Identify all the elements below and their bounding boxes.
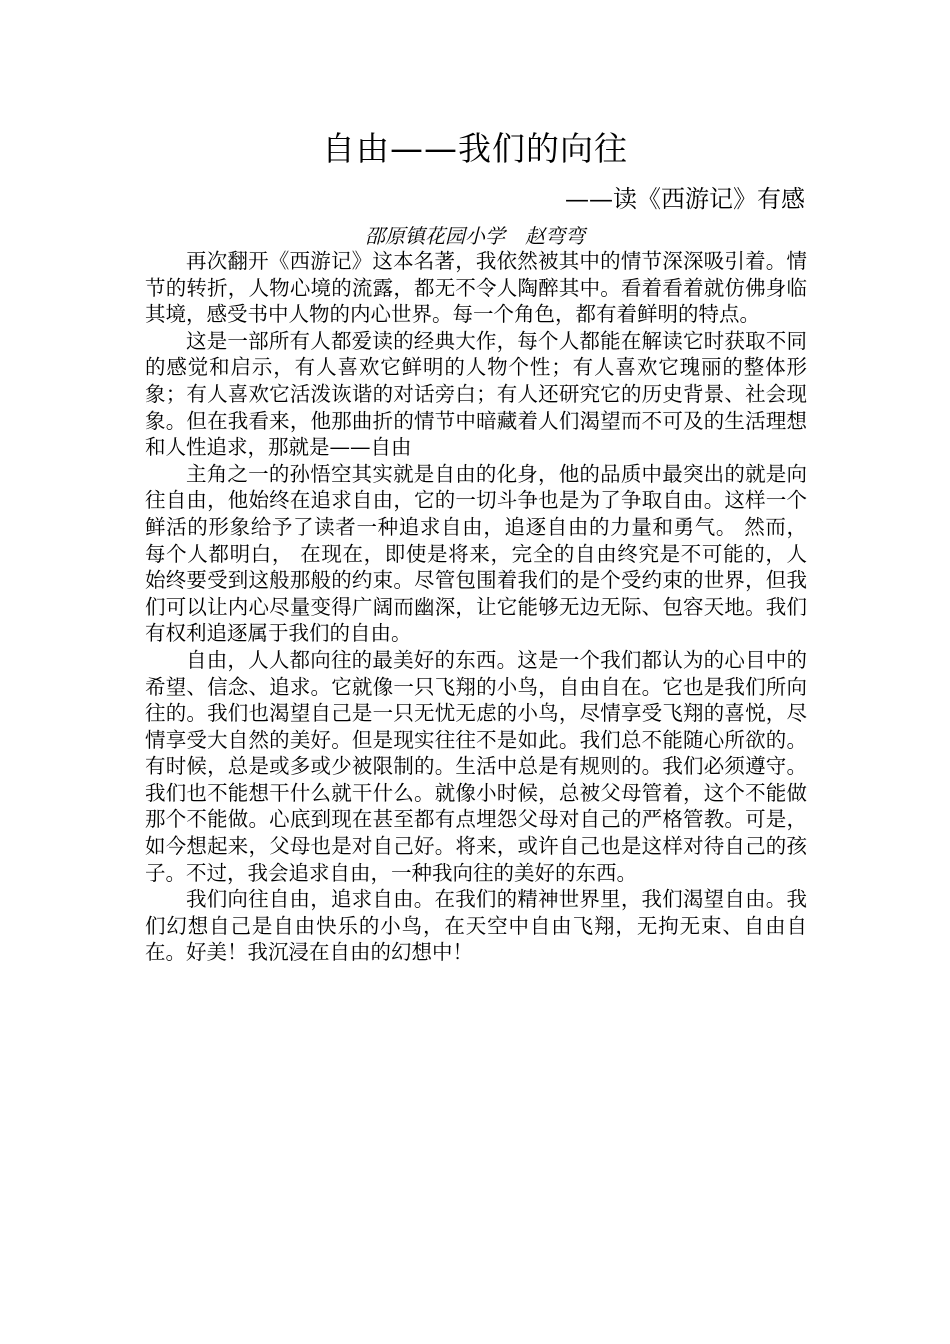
- paragraph: 自由，人人都向往的最美好的东西。这是一个我们都认为的心目中的希望、信念、追求。它就像一只飞翔的小鸟，自由自在。它也是我们所向往的。我们也渴望自己是一只无忧无虑的小鸟，尽情享受飞翔的喜悦，尽情享受大自然的美好。但是现实往往不是如此。我们总不能随心所欲的。有时候，总是或多或少被限制的。生活中总是有规则的。我们必须遵守。我们也不能想干什么就干什么。就像小时候，总被父母管着，这个不能做那个不能做。心底到现在甚至都有点埋怨父母对自己的严格管教。可是，如今想起来，父母也是对自己好。将来，或许自己也是这样对待自己的孩子。不过，我会追求自由，一种我向往的美好的东西。: [145, 647, 807, 885]
- paragraph: 再次翻开《西游记》这本名著，我依然被其中的情节深深吸引着。情节的转折，人物心境的流露，都无不令人陶醉其中。看着看着就仿佛身临其境，感受书中人物的内心世界。每一个角色，都有着鲜明的特点。: [145, 249, 807, 327]
- author-line: 邵原镇花园小学 赵弯弯: [365, 224, 585, 248]
- paragraph: 主角之一的孙悟空其实就是自由的化身，他的品质中最突出的就是向往自由，他始终在追求自由，它的一切斗争也是为了争取自由。这样一个鲜活的形象给予了读者一种追求自由，追逐自由的力量和勇气。 然而，每个人都明白， 在现在，即使是将来，完全的自由终究是不可能的，人始终要受到这般那般的约束。尽管包围着我们的是个受约束的世界，但我们可以让内心尽量变得广阔而幽深，让它能够无边无际、包容天地。我们有权利追逐属于我们的自由。: [145, 461, 807, 646]
- paragraph: 我们向往自由，追求自由。在我们的精神世界里，我们渴望自由。我们幻想自己是自由快乐的小鸟，在天空中自由飞翔，无拘无束、自由自在。好美！我沉浸在自由的幻想中！: [145, 887, 807, 965]
- essay-title: 自由——我们的向往: [322, 129, 628, 168]
- essay-subtitle: ——读《西游记》有感: [565, 185, 805, 213]
- paragraph: 这是一部所有人都爱读的经典大作，每个人都能在解读它时获取不同的感觉和启示，有人喜欢它鲜明的人物个性；有人喜欢它瑰丽的整体形象；有人喜欢它活泼诙谐的对话旁白；有人还研究它的历史背景、社会现象。但在我看来，他那曲折的情节中暗藏着人们渴望而不可及的生活理想和人性追求，那就是——自由: [145, 328, 807, 460]
- essay-body: [145, 248, 807, 966]
